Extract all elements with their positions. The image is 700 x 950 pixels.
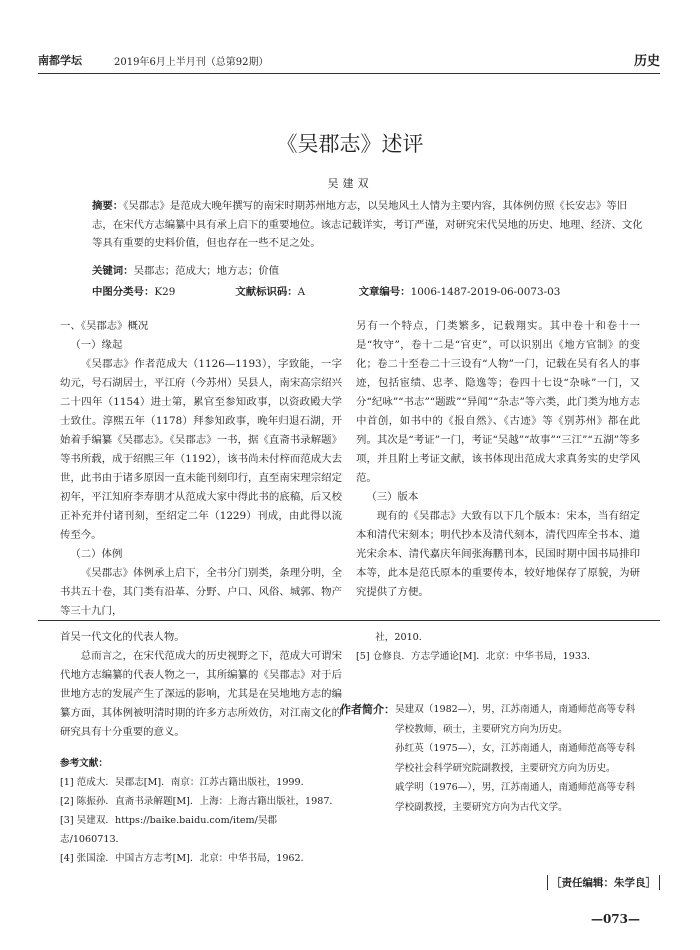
issue-info: 2019年6月上半月刊（总第92期） — [114, 57, 269, 68]
bio-label: 作者简介： — [340, 703, 395, 716]
subheading-format: （二）体例 — [70, 548, 123, 560]
author-bio: 孙红英（1975—），女，江苏南通人，南通师范高等专科学校社会科学研究院副教授，主要研究方向为历史。 — [395, 743, 636, 774]
author-bio: 吴建双（1982—），男，江苏南通人，南通师范高等专科学校教师，硕士，主要研究方向为历史。 — [395, 704, 636, 735]
paragraph-format: 《吴郡志》体例承上启下，全书分门别类，条理分明，全书共五十卷，其门类有沿革、分野、户口、风俗、城郭、物产等三十九门， — [60, 567, 342, 617]
author-bios — [340, 700, 640, 817]
article-title: 《吴郡志》述评 — [276, 132, 424, 156]
reference-item: [3] 吴建双．https://baike.baidu.com/item/吴郡志/1060713． — [60, 815, 278, 845]
references-label: 参考文献： — [60, 758, 108, 769]
clc-label: 中图分类号： — [92, 286, 155, 298]
abstract-text: 《吴郡志》是范成大晚年撰写的南宋时期苏州地方志，以吴地风土人情为主要内容，其体例仿照《长安志》等旧志，在宋代方志编纂中具有承上启下的重要地位。该志记载详实，考订严谨，对研究宋代吴地的历史、地理、经济、文化等具有重要的史料价值，但也存在一些不足之处。 — [92, 200, 643, 249]
section-name: 历史 — [633, 54, 660, 69]
author-bio: 戚学明（1976—），男，江苏南通人，南通师范高等专科学校副教授，主要研究方向为古代文学。 — [395, 782, 636, 813]
reference-continued: 社，2010． — [375, 632, 429, 643]
reference-item: [1] 范成大．吴郡志[M]．南京：江苏古籍出版社，1999． — [60, 777, 311, 788]
reference-item: [5] 仓修良．方志学通论[M]．北京：中华书局，1933． — [356, 651, 597, 662]
clc-value: K29 — [154, 286, 176, 298]
editor-credit: ［责任编辑：朱学良］ — [547, 875, 660, 890]
references — [60, 754, 342, 868]
section-divider — [38, 620, 660, 621]
right-column — [356, 317, 640, 602]
keywords-text: 吴郡志；范成大；地方志；价值 — [133, 265, 280, 277]
paragraph-continued: 首吴一代文化的代表人物。 — [60, 631, 185, 643]
reference-item: [2] 陈振孙．直斋书录解题[M]．上海：上海古籍出版社，1987． — [60, 796, 340, 807]
lower-left-column — [60, 628, 342, 742]
subheading-origin: （一）缘起 — [70, 339, 123, 351]
references-continued — [356, 628, 640, 666]
abstract-label: 摘要： — [92, 200, 124, 212]
paragraph-origin: 《吴郡志》作者范成大（1126—1193），字致能，一字幼元，号石湖居士，平江府（今苏州）吴县人，南宋高宗绍兴二十四年（1154）进士第，累官至参知政事，以资政殿大学士致仕。淳熙五年（1178）拜参知政事，晚年归退石湖，开始着手编纂《吴郡志》。《吴郡志》一书，据《直斋书录解题》等书所载，成于绍熙三年（1192），该书尚未付梓而范成大去世，此书由于诸多原因一直未能刊刻印行，直至南宋理宗绍定初年，平江知府李寿朋才从范成大家中得此书的底稿，后又校正补充并付诸刊刻，至绍定二年（1229）刊成，由此得以流传至今。 — [60, 358, 342, 541]
paragraph-features: 另有一个特点，门类繁多，记载翔实。其中卷十和卷十一是“牧守”，卷十二是“官吏”，可以识别出《地方官制》的变化；卷二十至卷二十三设有“人物”一门，记载在吴有名人的事迹，包括宦绩、忠孝、隐逸等；卷四十七设“杂咏”一门，又分“纪咏”“书志”“题跋”“异闻”“杂志”等六类，此门类为地方志中首创，如书中的《报自然》、《古迹》等《别苏州》都在此列。其次是“考证”一门，考证“吴越”“故事”“三江”“五湖”等多项，并且附上考证文献，该书体现出范成大求真务实的史学风范。 — [356, 320, 640, 484]
keywords-label: 关键词： — [92, 265, 134, 277]
subheading-editions: （三）版本 — [366, 491, 419, 503]
article-author: 吴建双 — [327, 177, 373, 190]
article-no-value: 1006-1487-2019-06-0073-03 — [410, 286, 561, 298]
doc-code-label: 文献标识码： — [235, 286, 298, 298]
paragraph-editions: 现有的《吴郡志》大致有以下几个版本：宋本，当有绍定本和清代宋刻本；明代抄本及清代刻本，清代四库全书本、道光宋余本、清代嘉庆年间张海鹏刊本，民国时期中国书局排印本等，此本是范氏原本的重要传本，较好地保存了原貌，为研究提供了方便。 — [356, 510, 640, 598]
running-header — [38, 50, 660, 74]
left-column — [60, 317, 342, 621]
article-no-label: 文章编号： — [358, 286, 411, 298]
section-heading-1: 一、《吴郡志》概况 — [60, 320, 149, 332]
keywords — [92, 262, 279, 277]
doc-code-value: A — [297, 286, 306, 298]
reference-item: [4] 张国淦．中国古方志考[M]．北京：中华书局，1962． — [60, 853, 311, 864]
header-rule — [38, 73, 660, 74]
classification-line — [92, 283, 652, 298]
paragraph-conclusion: 总而言之，在宋代范成大的历史视野之下，范成大可谓宋代地方志编纂的代表人物之一，其所编纂的《吴郡志》对于后世地方志的发展产生了深远的影响，尤其是在吴地地方志的编纂方面，其体例被明清时期的许多方志所效仿，对江南文化的研究具有十分重要的意义。 — [60, 650, 342, 738]
abstract — [92, 197, 644, 253]
journal-name: 南都学坛 — [38, 54, 82, 67]
page-number: —073— — [590, 912, 640, 926]
